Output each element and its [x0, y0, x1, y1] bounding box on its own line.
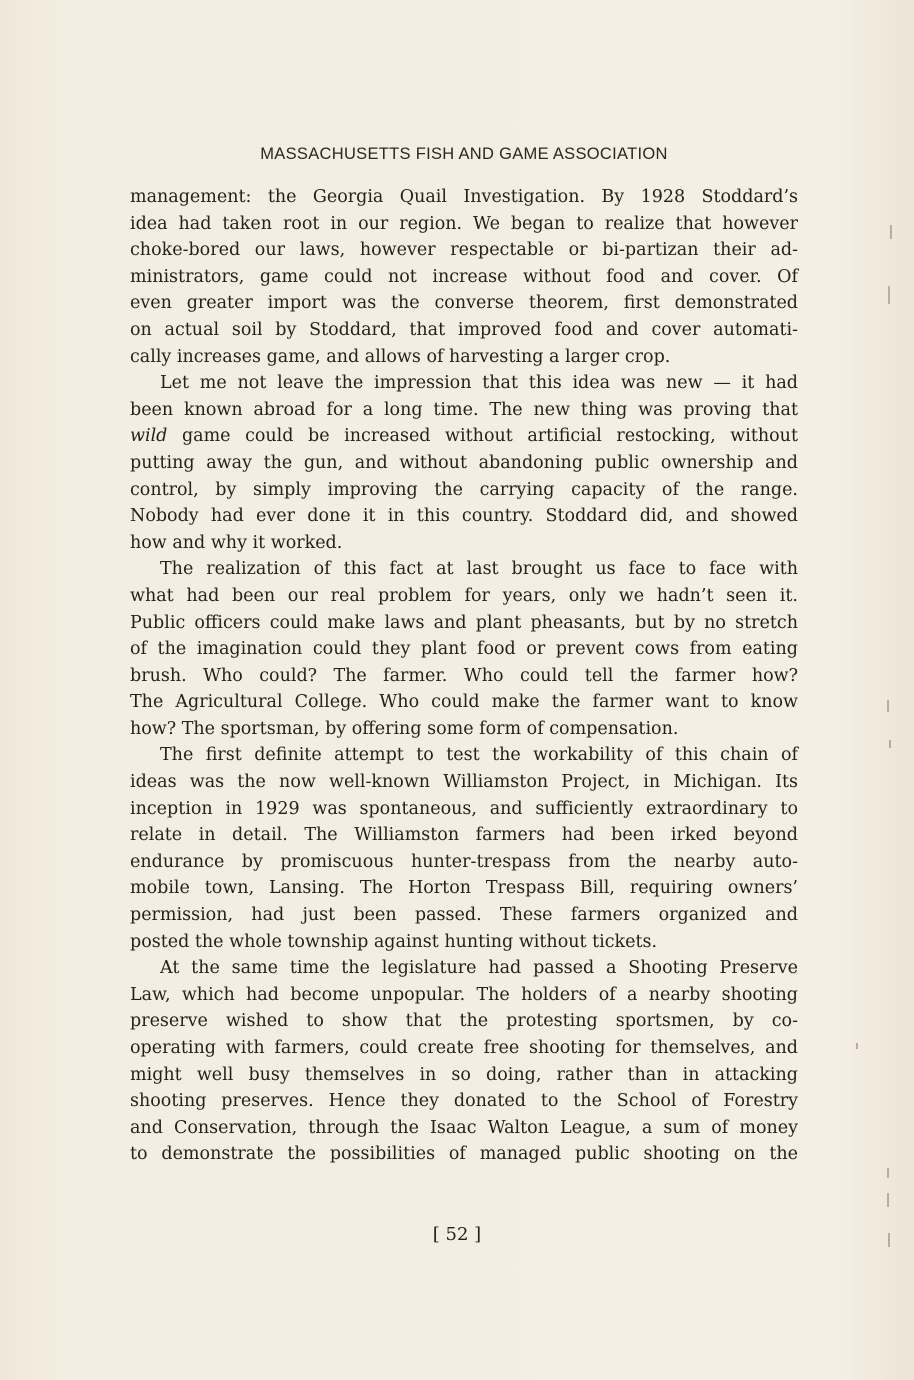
- text-line: inception in 1929 was spontaneous, and sufficiently extraordinary to: [130, 798, 798, 819]
- text-line: what had been our real problem for years, only we hadn’t seen it.: [130, 585, 798, 606]
- margin-speck: [890, 225, 892, 239]
- text-line: posted the whole township against hunting without tickets.: [130, 931, 658, 952]
- running-head: MASSACHUSETTS FISH AND GAME ASSOCIATION: [260, 145, 668, 163]
- text-line: management: the Georgia Quail Investigation. By 1928 Stoddard’s: [130, 187, 798, 207]
- italic-word: wild: [130, 426, 168, 447]
- text-line: Let me not leave the impression that this idea was new — it had: [160, 373, 798, 394]
- text-line: been known abroad for a long time. The new thing was proving that: [130, 399, 798, 420]
- text-line: even greater import was the converse theorem, first demonstrated: [130, 293, 798, 314]
- text-line: [130, 423, 798, 450]
- text-line: The first definite attempt to test the workability of this chain of: [160, 745, 798, 766]
- text-line: of the imagination could they plant food or prevent cows from eating: [130, 639, 798, 660]
- text-line: mobile town, Lansing. The Horton Trespass Bill, requiring owners’: [130, 878, 798, 899]
- text-line: The realization of this fact at last brought us face to face with: [160, 559, 798, 580]
- text-line: brush. Who could? The farmer. Who could tell the farmer how?: [130, 665, 798, 686]
- text-line: ideas was the now well-known Williamston Project, in Michigan. Its: [130, 772, 798, 793]
- text-line: ministrators, game could not increase without food and cover. Of: [130, 266, 798, 287]
- text-line: on actual soil by Stoddard, that improved food and cover automati-: [130, 319, 798, 340]
- text-line: Public officers could make laws and plant pheasants, but by no stretch: [130, 612, 798, 633]
- margin-speck: [887, 1168, 889, 1178]
- text-line: idea had taken root in our region. We began to realize that however: [130, 213, 798, 234]
- margin-speck: [888, 1233, 890, 1247]
- text-line: how? The sportsman, by offering some form of compensation.: [130, 718, 679, 739]
- text-line: preserve wished to show that the protesting sportsmen, by co-: [130, 1011, 798, 1032]
- text-line: The Agricultural College. Who could make the farmer want to know: [130, 692, 798, 713]
- text-line: putting away the gun, and without abandoning public ownership and: [130, 452, 798, 473]
- margin-speck: [887, 1193, 889, 1207]
- text-line: and Conservation, through the Isaac Walton League, a sum of money: [130, 1117, 798, 1138]
- text-line: operating with farmers, could create free shooting for themselves, and: [130, 1038, 798, 1058]
- margin-speck: [889, 740, 891, 748]
- text-line: relate in detail. The Williamston farmers had been irked beyond: [130, 825, 798, 846]
- text-line: how and why it worked.: [130, 532, 343, 553]
- text-line: permission, had just been passed. These farmers organized and: [130, 905, 798, 926]
- text-line: Nobody had ever done it in this country. Stoddard did, and showed: [130, 506, 798, 527]
- text-line: shooting preserves. Hence they donated to the School of Forestry: [130, 1091, 798, 1112]
- margin-speck: [856, 1043, 858, 1049]
- text-line-rest: game could be increased without artificial restocking, without: [167, 426, 798, 447]
- margin-speck: [888, 286, 890, 304]
- margin-speck: [887, 700, 889, 712]
- text-line: endurance by promiscuous hunter-trespass from the nearby auto-: [130, 851, 798, 872]
- text-line: Law, which had become unpopular. The holders of a nearby shooting: [130, 984, 798, 1005]
- text-line: to demonstrate the possibilities of managed public shooting on the: [130, 1144, 798, 1165]
- text-line: control, by simply improving the carrying capacity of the range.: [130, 479, 798, 500]
- text-line: might well busy themselves in so doing, rather than in attacking: [130, 1064, 798, 1085]
- text-line: choke-bored our laws, however respectable or bi-partizan their ad-: [130, 240, 798, 261]
- body-text: [130, 184, 798, 1168]
- page-number: [ 52 ]: [432, 1224, 482, 1245]
- text-line: cally increases game, and allows of harvesting a larger crop.: [130, 346, 671, 367]
- text-line: At the same time the legislature had passed a Shooting Preserve: [160, 958, 798, 979]
